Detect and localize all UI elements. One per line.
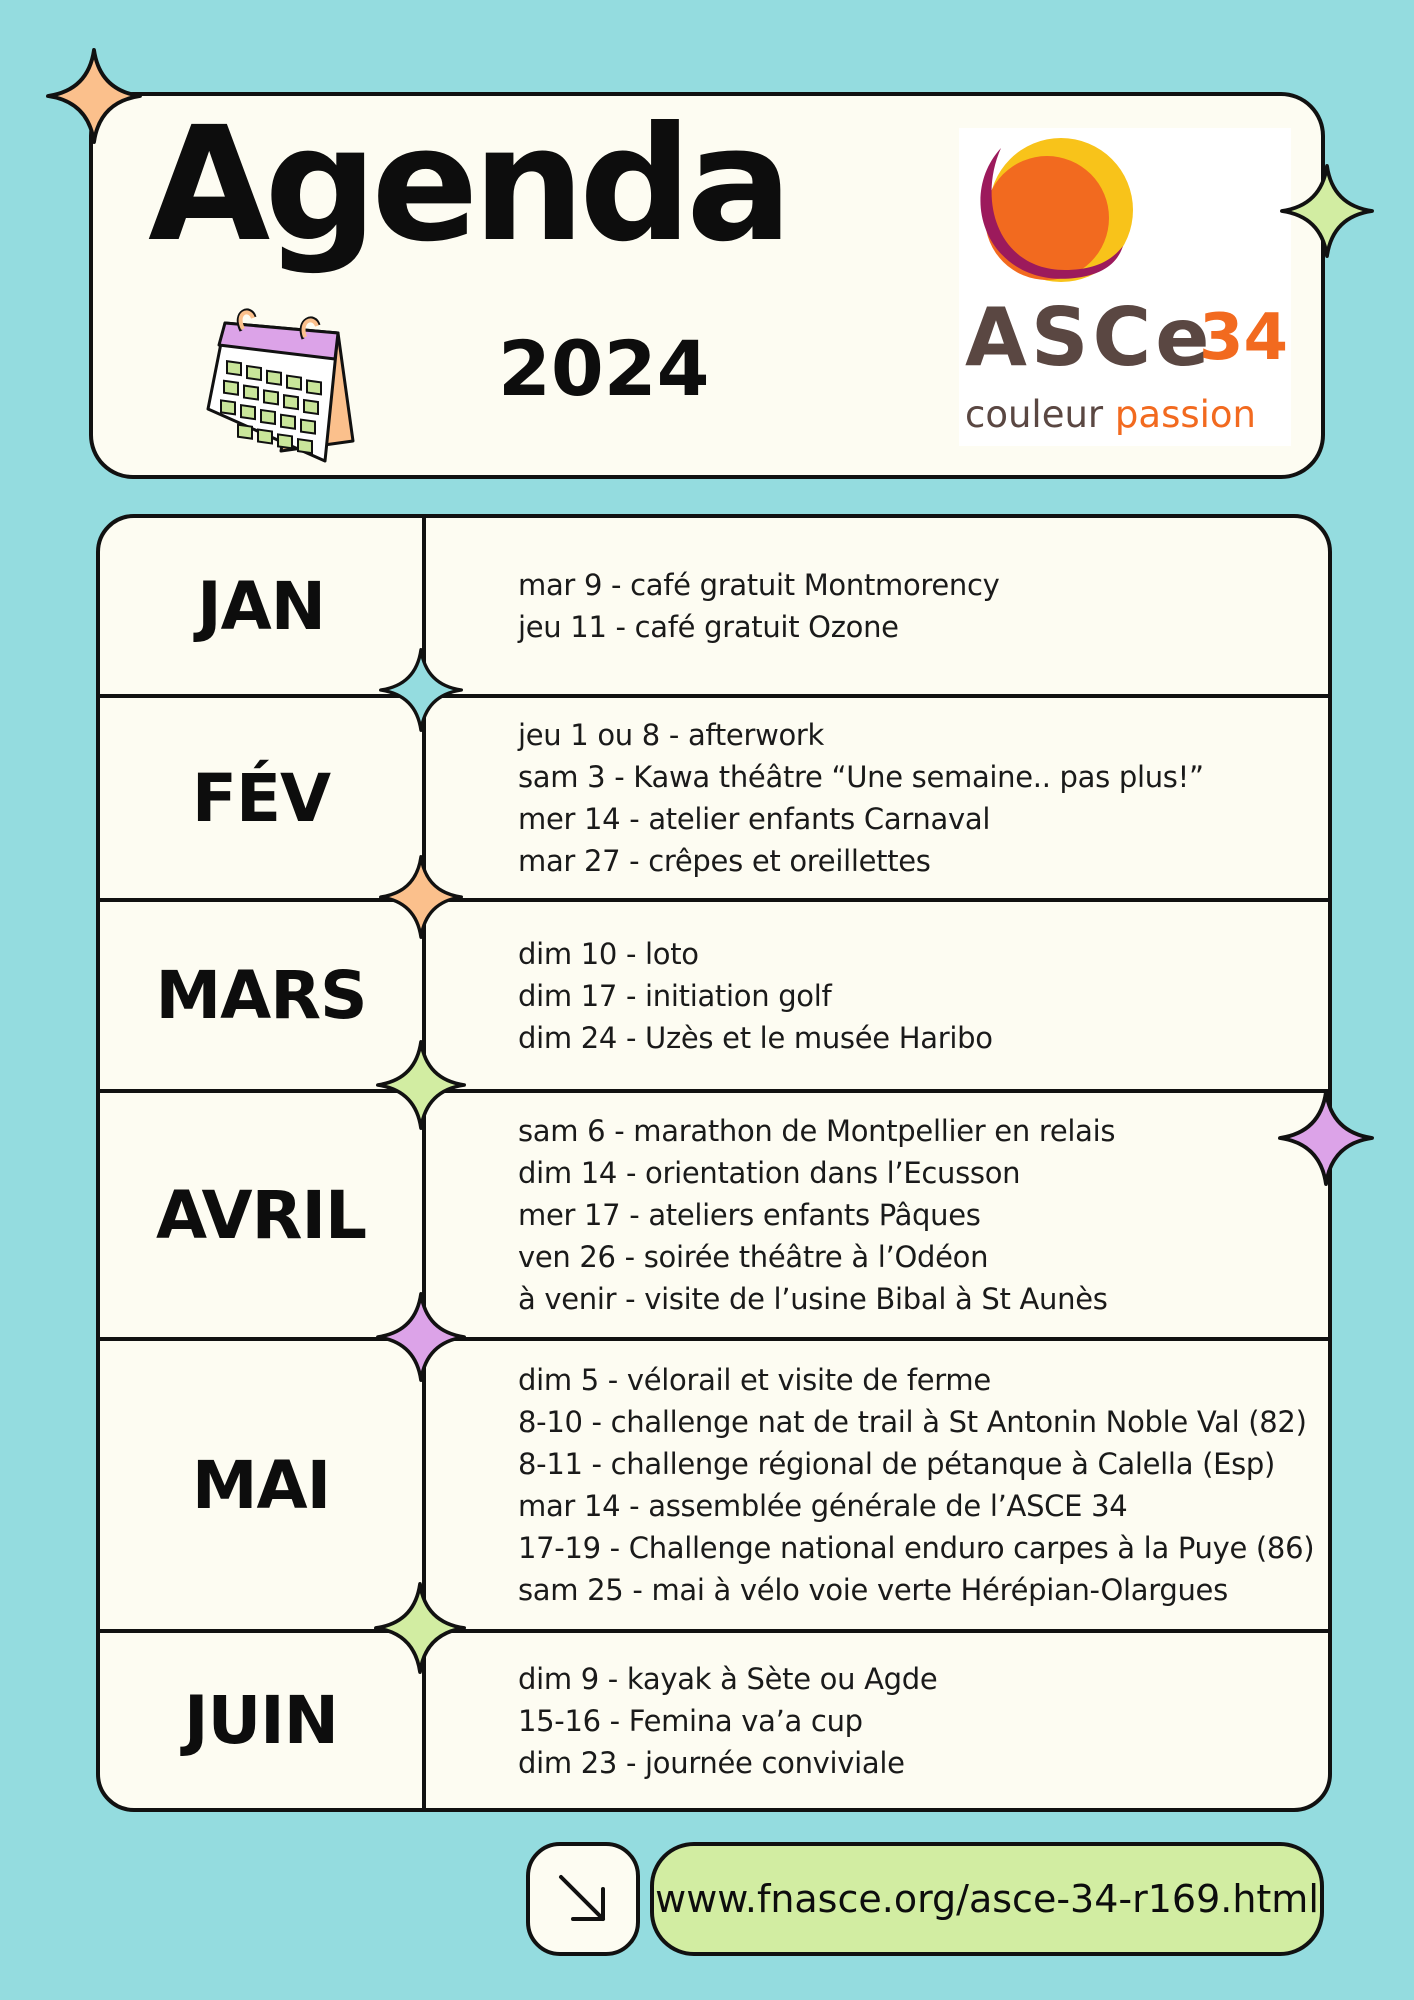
star-orange-icon (376, 855, 466, 939)
event-item: 8-10 - challenge nat de trail à St Antonin Noble Val (82) (518, 1405, 1307, 1439)
star-orange-icon (46, 48, 142, 144)
events-mai (518, 1341, 1328, 1629)
logo-tagline (965, 393, 1256, 436)
event-item: dim 14 - orientation dans l’Ecusson (518, 1156, 1021, 1190)
event-item: dim 23 - journée conviviale (518, 1745, 905, 1780)
logo-sun-icon (959, 128, 1291, 308)
event-item: sam 25 - mai à vélo voie verte Hérépian-Olargues (518, 1573, 1228, 1607)
month-label-fev: FÉV (191, 759, 331, 837)
event-item: mar 9 - café gratuit Montmorency (518, 568, 1000, 602)
event-item: mer 14 - atelier enfants Carnaval (518, 802, 991, 836)
event-item: ven 26 - soirée théâtre à l’Odéon (518, 1240, 989, 1274)
event-item: 8-11 - challenge régional de pétanque à Calella (Esp) (518, 1447, 1276, 1481)
star-blue-icon (376, 648, 466, 732)
logo-tagline-part1: couleur (965, 393, 1115, 436)
event-item: dim 17 - initiation golf (518, 978, 832, 1013)
events-jan (518, 518, 1328, 694)
month-label-mars: MARS (155, 957, 367, 1034)
month-label-juin: JUIN (184, 1682, 338, 1759)
website-link[interactable]: www.fnasce.org/asce-34-r169.html (650, 1842, 1324, 1956)
events-fev (518, 698, 1328, 898)
arrow-down-right-icon (553, 1869, 613, 1929)
events-juin (518, 1633, 1328, 1808)
event-item: sam 3 - Kawa théâtre “Une semaine.. pas plus!” (518, 760, 1204, 794)
month-label-jan: JAN (197, 567, 325, 645)
event-item: 17-19 - Challenge national enduro carpes à la Puye (86) (518, 1531, 1315, 1565)
star-purple-icon (376, 1292, 466, 1382)
year-label: 2024 (498, 324, 710, 413)
calendar-icon (183, 281, 373, 471)
event-item: mar 27 - crêpes et oreillettes (518, 844, 931, 878)
event-item: mer 17 - ateliers enfants Pâques (518, 1198, 981, 1232)
page-title: Agenda (148, 93, 787, 277)
event-item: sam 6 - marathon de Montpellier en relais (518, 1114, 1116, 1148)
event-item: mar 14 - assemblée générale de l’ASCE 34 (518, 1489, 1128, 1523)
agenda-table (96, 514, 1332, 1812)
event-item: 15-16 - Femina va’a cup (518, 1703, 863, 1738)
event-item: dim 24 - Uzès et le musée Haribo (518, 1020, 993, 1055)
logo-tagline-part2: passion (1114, 393, 1256, 436)
link-arrow-button[interactable] (526, 1842, 640, 1956)
star-green-icon (372, 1582, 468, 1674)
star-green-icon (1280, 164, 1374, 258)
event-item: jeu 1 ou 8 - afterwork (518, 718, 825, 752)
event-item: dim 9 - kayak à Sète ou Agde (518, 1661, 938, 1696)
event-item: jeu 11 - café gratuit Ozone (518, 610, 899, 644)
month-label-avril: AVRIL (155, 1176, 367, 1254)
events-mars (518, 902, 1328, 1089)
month-label-mai: MAI (191, 1446, 331, 1524)
event-item: dim 5 - vélorail et visite de ferme (518, 1363, 991, 1397)
star-purple-icon (1278, 1090, 1374, 1186)
logo-number: 34 (1199, 301, 1289, 375)
logo-name: ASCe (965, 291, 1214, 384)
asce-34-logo (959, 128, 1291, 446)
star-green-icon (373, 1040, 469, 1130)
events-avril (518, 1093, 1328, 1337)
header-card (89, 92, 1325, 479)
event-item: dim 10 - loto (518, 936, 699, 971)
event-item: à venir - visite de l’usine Bibal à St Aunès (518, 1282, 1108, 1316)
